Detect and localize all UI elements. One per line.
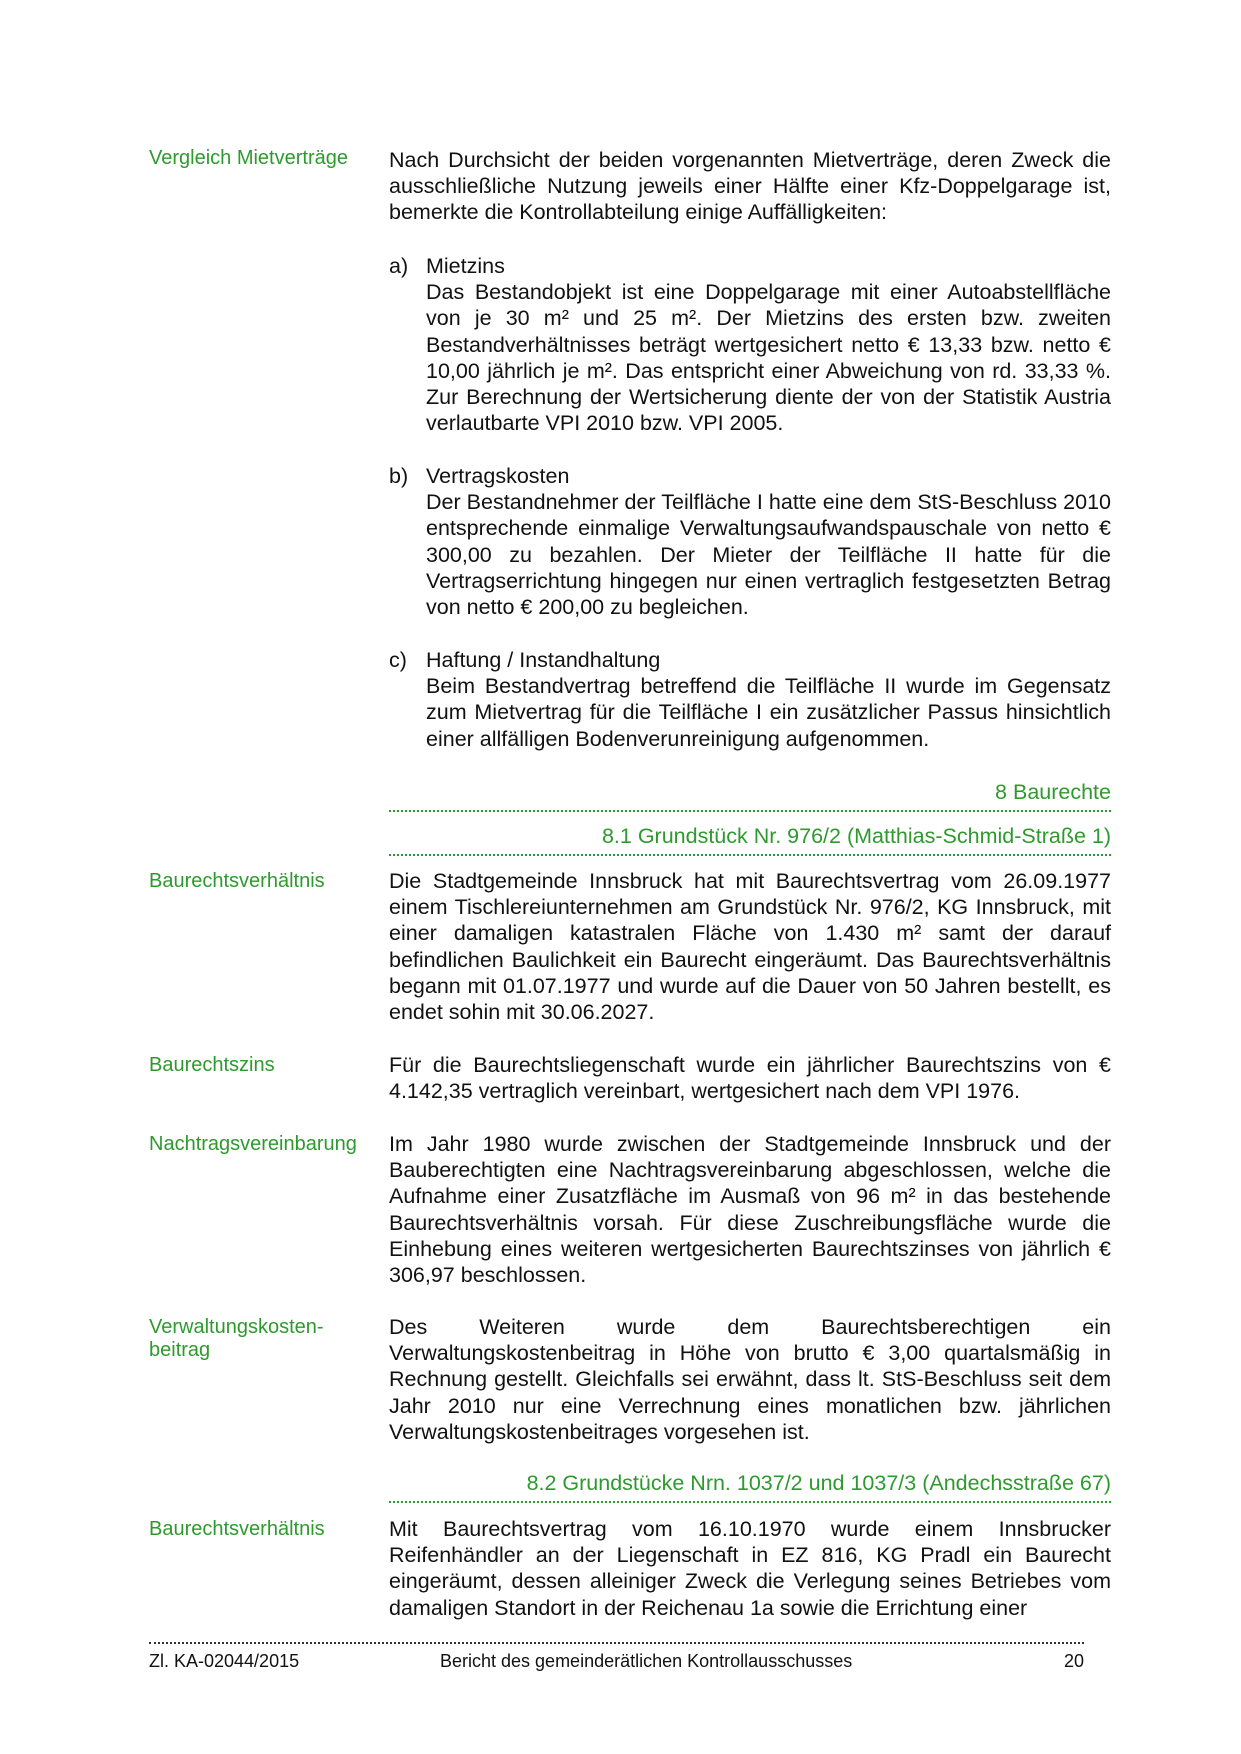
subsection-divider	[389, 1501, 1111, 1503]
footer-divider	[149, 1642, 1084, 1644]
subsection-divider	[389, 854, 1111, 856]
subsection-heading-8-1: 8.1 Grundstück Nr. 976/2 (Matthias-Schmid-Straße 1)	[601, 824, 1111, 848]
item-c	[426, 647, 1111, 752]
subsection-heading-8-2: 8.2 Grundstücke Nrn. 1037/2 und 1037/3 (Andechsstraße 67)	[526, 1471, 1111, 1495]
item-b	[426, 463, 1111, 620]
item-c-letter: c)	[389, 648, 407, 672]
item-a	[426, 253, 1111, 436]
paragraph-verwaltungskostenbeitrag: Des Weiteren wurde dem Baurechtsberechtigen ein Verwaltungskostenbeitrag in Höhe von brutto € 3,00 quartalsmäßig in Rechnung gestellt. Gleichfalls sei erwähnt, dass lt. StS-Beschluss seit dem Jahr 2010 nur eine Verrechnung eines monatlichen bzw. jährlichen Verwaltungskostenbeitrages vorgesehen ist.	[389, 1315, 1111, 1444]
item-c-title: Haftung / Instandhaltung	[426, 648, 661, 672]
item-b-title: Vertragskosten	[426, 464, 570, 488]
item-a-text: Das Bestandobjekt ist eine Doppelgarage mit einer Autoabstellfläche von je 30 m² und 25 m². Der Mietzins des ersten bzw. zweiten Bestandverhältnisses beträgt wertgesichert netto € 13,33 bzw. netto € 10,00 jährlich je m². Das entspricht einer Abweichung von rd. 33,33 %. Zur Berechnung der Wertsicherung diente der von der Statistik Austria verlautbarte VPI 2010 bzw. VPI 2005.	[426, 280, 1111, 436]
margin-note-baurechtsverhaeltnis-2: Baurechtsverhältnis	[149, 1518, 325, 1540]
paragraph-nachtragsvereinbarung: Im Jahr 1980 wurde zwischen der Stadtgemeinde Innsbruck und der Bauberechtigten eine Nachtragsvereinbarung abgeschlossen, welche die Aufnahme einer Zusatzfläche im Ausmaß von 96 m² in das bestehende Baurechtsverhältnis vorsah. Für diese Zuschreibungsfläche wurde die Einhebung eines weiteren wertgesicherten Baurechtszinses von jährlich € 306,97 beschlossen.	[389, 1132, 1111, 1288]
intro-paragraph: Nach Durchsicht der beiden vorgenannten Mietverträge, deren Zweck die ausschließliche Nutzung jeweils einer Hälfte einer Kfz-Doppelgarage ist, bemerkte die Kontrollabteilung einige Auffälligkeiten:	[389, 148, 1111, 225]
paragraph-baurechtszins: Für die Baurechtsliegenschaft wurde ein jährlicher Baurechtszins von € 4.142,35 vertraglich vereinbart, wertgesichert nach dem VPI 1976.	[389, 1053, 1111, 1104]
margin-note-baurechtsverhaeltnis: Baurechtsverhältnis	[149, 870, 325, 892]
page-number: 20	[1064, 1651, 1085, 1671]
paragraph-baurechtsverhaeltnis-2: Mit Baurechtsvertrag vom 16.10.1970 wurde einem Innsbrucker Reifenhändler an der Liegenschaft in EZ 816, KG Pradl ein Baurecht eingeräumt, dessen alleiniger Zweck die Verlegung seines Betriebes vom damaligen Standort in der Reichenau 1a sowie die Errichtung einer	[389, 1517, 1111, 1620]
margin-note-nachtragsvereinbarung: Nachtragsvereinbarung	[149, 1133, 357, 1155]
item-b-letter: b)	[389, 464, 409, 488]
margin-note-baurechtszins: Baurechtszins	[149, 1054, 275, 1076]
item-a-title: Mietzins	[426, 254, 505, 278]
margin-note-verwaltungskostenbeitrag: Verwaltungskostenbeitrag	[149, 1316, 324, 1361]
item-c-text: Beim Bestandvertrag betreffend die Teilfläche II wurde im Gegensatz zum Mietvertrag für die Teilfläche I ein zusätzlicher Passus hinsichtlich einer allfälligen Bodenverunreinigung aufgenommen.	[426, 674, 1111, 751]
margin-note-vergleich: Vergleich Mietverträge	[149, 147, 348, 169]
footer-title: Bericht des gemeinderätlichen Kontrollausschusses	[440, 1651, 853, 1671]
item-a-letter: a)	[389, 254, 409, 278]
paragraph-baurechtsverhaeltnis: Die Stadtgemeinde Innsbruck hat mit Baurechtsvertrag vom 26.09.1977 einem Tischlereiunternehmen am Grundstück Nr. 976/2, KG Innsbruck, mit einer damaligen katastralen Fläche von 1.430 m² samt der darauf befindlichen Baulichkeit ein Baurecht eingeräumt. Das Baurechtsverhältnis begann mit 01.07.1977 und wurde auf die Dauer von 50 Jahren bestellt, es endet sohin mit 30.06.2027.	[389, 869, 1111, 1025]
section-heading-8: 8 Baurechte	[995, 780, 1111, 804]
section-divider	[389, 810, 1111, 812]
footer-reference: Zl. KA-02044/2015	[149, 1651, 300, 1671]
item-b-text: Der Bestandnehmer der Teilfläche I hatte eine dem StS-Beschluss 2010 entsprechende einmalige Verwaltungsaufwandspauschale von netto € 300,00 zu bezahlen. Der Mieter der Teilfläche II hatte für die Vertragserrichtung hingegen nur einen vertraglich festgesetzten Betrag von netto € 200,00 zu begleichen.	[426, 490, 1111, 620]
